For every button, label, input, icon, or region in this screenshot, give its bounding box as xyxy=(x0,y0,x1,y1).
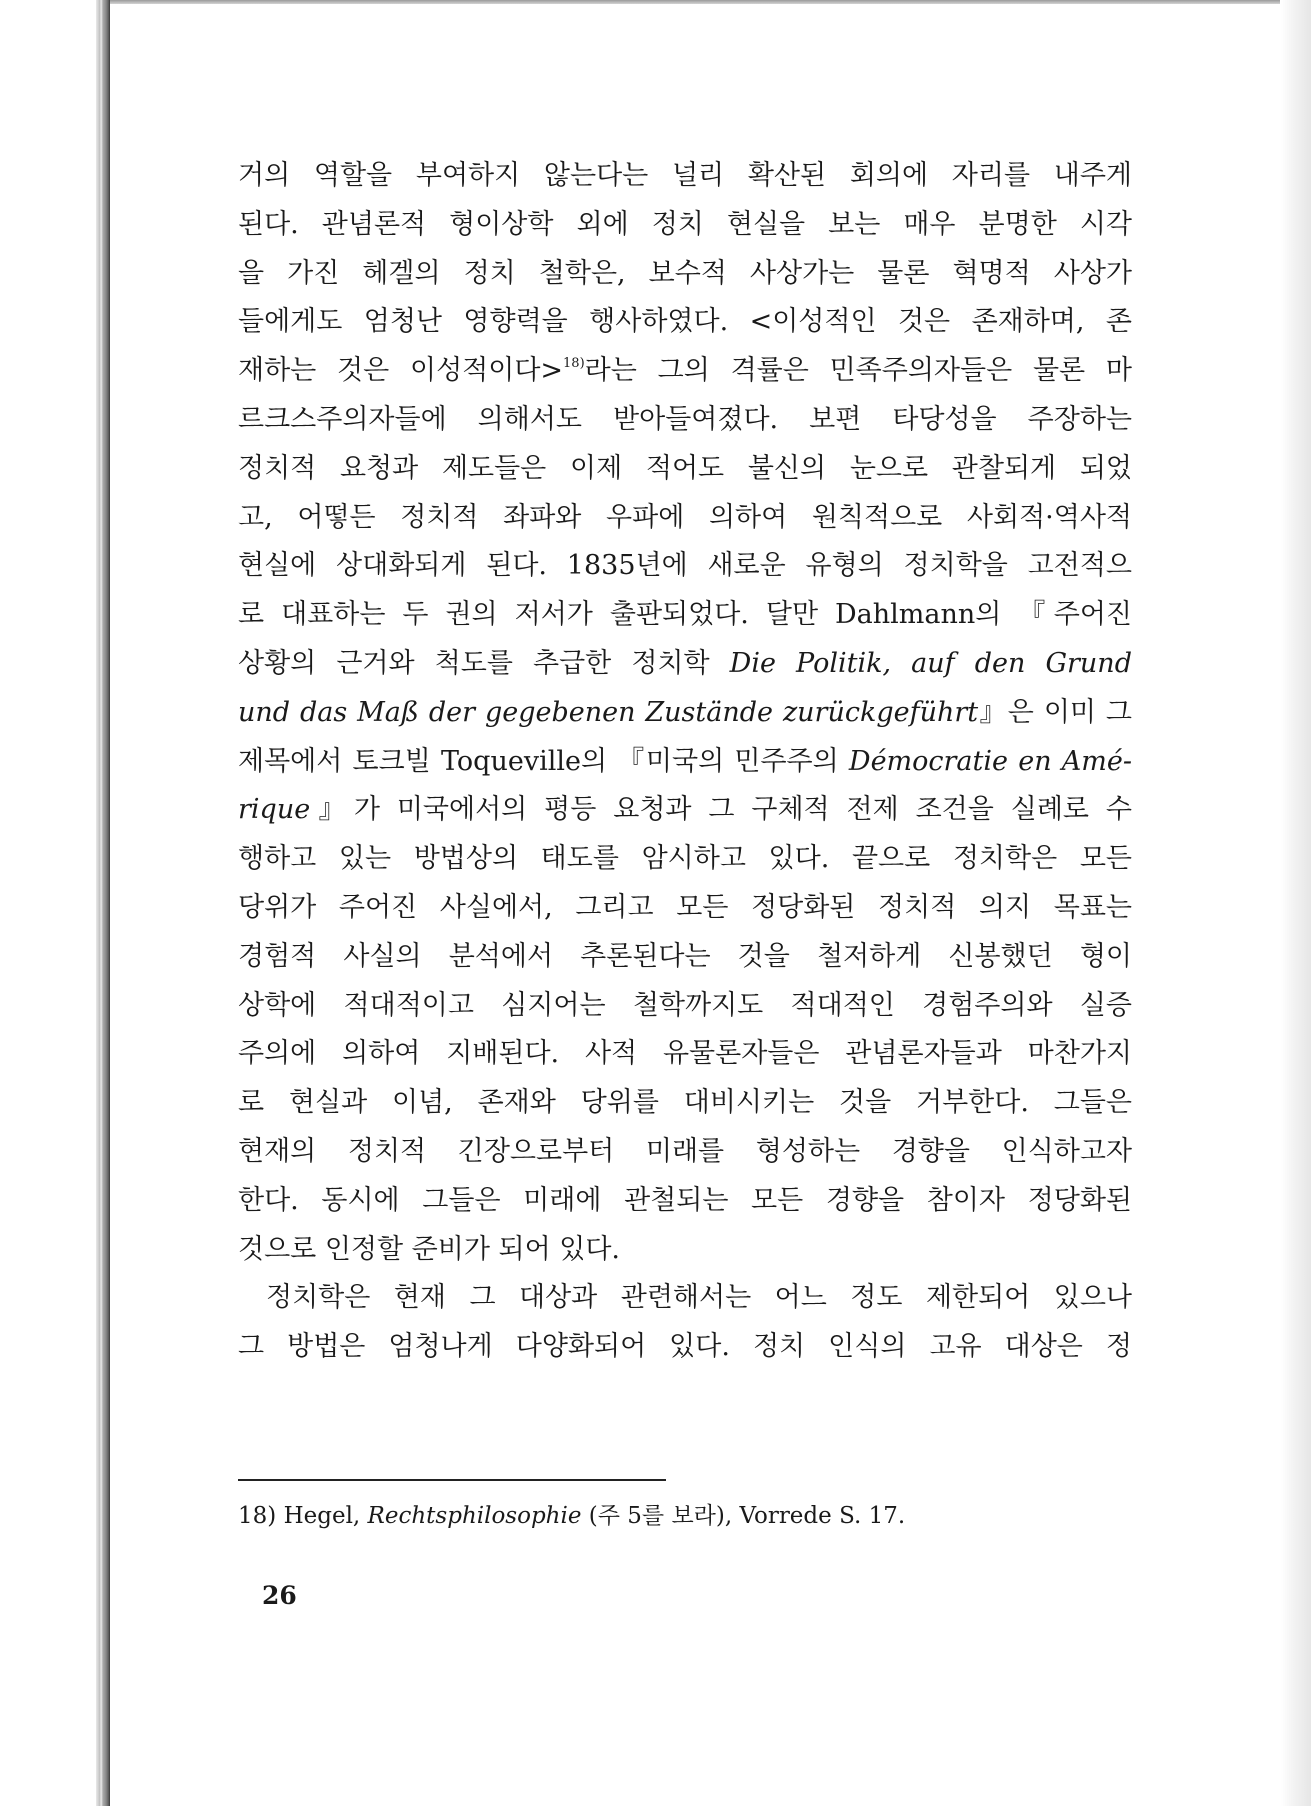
text-segment: 재하는 것은 이성적이다> xyxy=(238,355,564,387)
text-line: 현재의 정치적 긴장으로부터 미래를 형성하는 경향을 인식하고자 xyxy=(238,1135,1132,1167)
footnote-title: Rechtsphilosophie xyxy=(367,1503,582,1529)
footnote-author: Hegel, xyxy=(283,1503,361,1529)
text-line: 거의 역할을 부여하지 않는다는 널리 확산된 회의에 자리를 내주게 xyxy=(238,160,1132,191)
text-line: 상학에 적대적이고 심지어는 철학까지도 적대적인 경험주의와 실증 xyxy=(238,989,1132,1021)
text-line: 을 가진 헤겔의 정치 철학은, 보수적 사상가는 물론 혁명적 사상가 xyxy=(238,257,1132,289)
text-line: 한다. 동시에 그들은 미래에 관철되는 모든 경향을 참이자 정당화된 xyxy=(238,1184,1132,1216)
text-segment: 라는 그의 격률은 민족주의자들은 물론 마 xyxy=(584,355,1133,387)
text-line xyxy=(238,347,1132,396)
text-line: 정치학은 현재 그 대상과 관련해서는 어느 정도 제한되어 있으나 xyxy=(266,1282,1132,1314)
footnote-marker: 18) xyxy=(563,356,585,372)
text-line: 로 현실과 이념, 존재와 당위를 대비시키는 것을 거부한다. 그들은 xyxy=(238,1087,1132,1119)
text-line: 정치적 요청과 제도들은 이제 적어도 불신의 눈으로 관찰되게 되었 xyxy=(238,452,1132,484)
italic-title: Démocratie en Amé- xyxy=(848,745,1132,777)
text-segment: 제목에서 토크빌 Toqueville의 『미국의 민주주의 xyxy=(238,745,849,777)
text-line: 고, 어떻든 정치적 좌파와 우파에 의하여 원칙적으로 사회적·역사적 xyxy=(238,501,1132,533)
text-line: 현실에 상대화되게 된다. 1835년에 새로운 유형의 정치학을 고전적으 xyxy=(238,550,1132,582)
italic-title: und das Maß der gegebenen Zustände zurückgeführt xyxy=(238,696,979,728)
footnote-text: (주 5를 보라), Vorrede S. 17. xyxy=(588,1503,906,1529)
text-line: 것으로 인정할 준비가 되어 있다. xyxy=(238,1233,620,1265)
page-number: 26 xyxy=(262,1581,297,1610)
text-line: 된다. 관념론적 형이상학 외에 정치 현실을 보는 매우 분명한 시각 xyxy=(238,208,1132,240)
text-line xyxy=(238,738,1132,787)
text-line: 주의에 의하여 지배된다. 사적 유물론자들은 관념론자들과 마찬가지 xyxy=(238,1038,1132,1070)
footnote-rule xyxy=(238,1479,666,1481)
text-line: 행하고 있는 방법상의 태도를 암시하고 있다. 끝으로 정치학은 모든 xyxy=(238,843,1132,875)
text-segment: 상황의 근거와 척도를 추급한 정치학 xyxy=(238,647,730,679)
page-right-shadow xyxy=(1281,0,1311,1806)
text-line xyxy=(238,689,1132,738)
text-line: 로 대표하는 두 권의 저서가 출판되었다. 달만 Dahlmann의 『주어진 xyxy=(238,599,1132,631)
text-line: 그 방법은 엄청나게 다양화되어 있다. 정치 인식의 고유 대상은 정 xyxy=(238,1331,1132,1363)
text-line: 경험적 사실의 분석에서 추론된다는 것을 철저하게 신봉했던 형이 xyxy=(238,940,1132,972)
italic-title: rique xyxy=(238,794,311,826)
text-line: 들에게도 엄청난 영향력을 행사하였다. <이성적인 것은 존재하며, 존 xyxy=(238,306,1132,338)
text-segment: 』가 미국에서의 평등 요청과 그 구체적 전제 조건을 실례로 수 xyxy=(310,794,1132,826)
footnote-number: 18) xyxy=(238,1503,277,1529)
text-line xyxy=(238,786,1132,835)
italic-title: Die Politik, auf den Grund xyxy=(729,647,1132,679)
text-segment: 』은 이미 그 xyxy=(978,696,1132,728)
page-top-edge xyxy=(100,0,1280,4)
footnote xyxy=(238,1497,905,1530)
text-line xyxy=(238,640,1132,689)
body-text xyxy=(238,152,1132,1372)
text-line: 르크스주의자들에 의해서도 받아들여졌다. 보편 타당성을 주장하는 xyxy=(238,403,1132,435)
page-stack-edge xyxy=(96,0,110,1806)
text-line: 당위가 주어진 사실에서, 그리고 모든 정당화된 정치적 의지 목표는 xyxy=(238,891,1132,923)
